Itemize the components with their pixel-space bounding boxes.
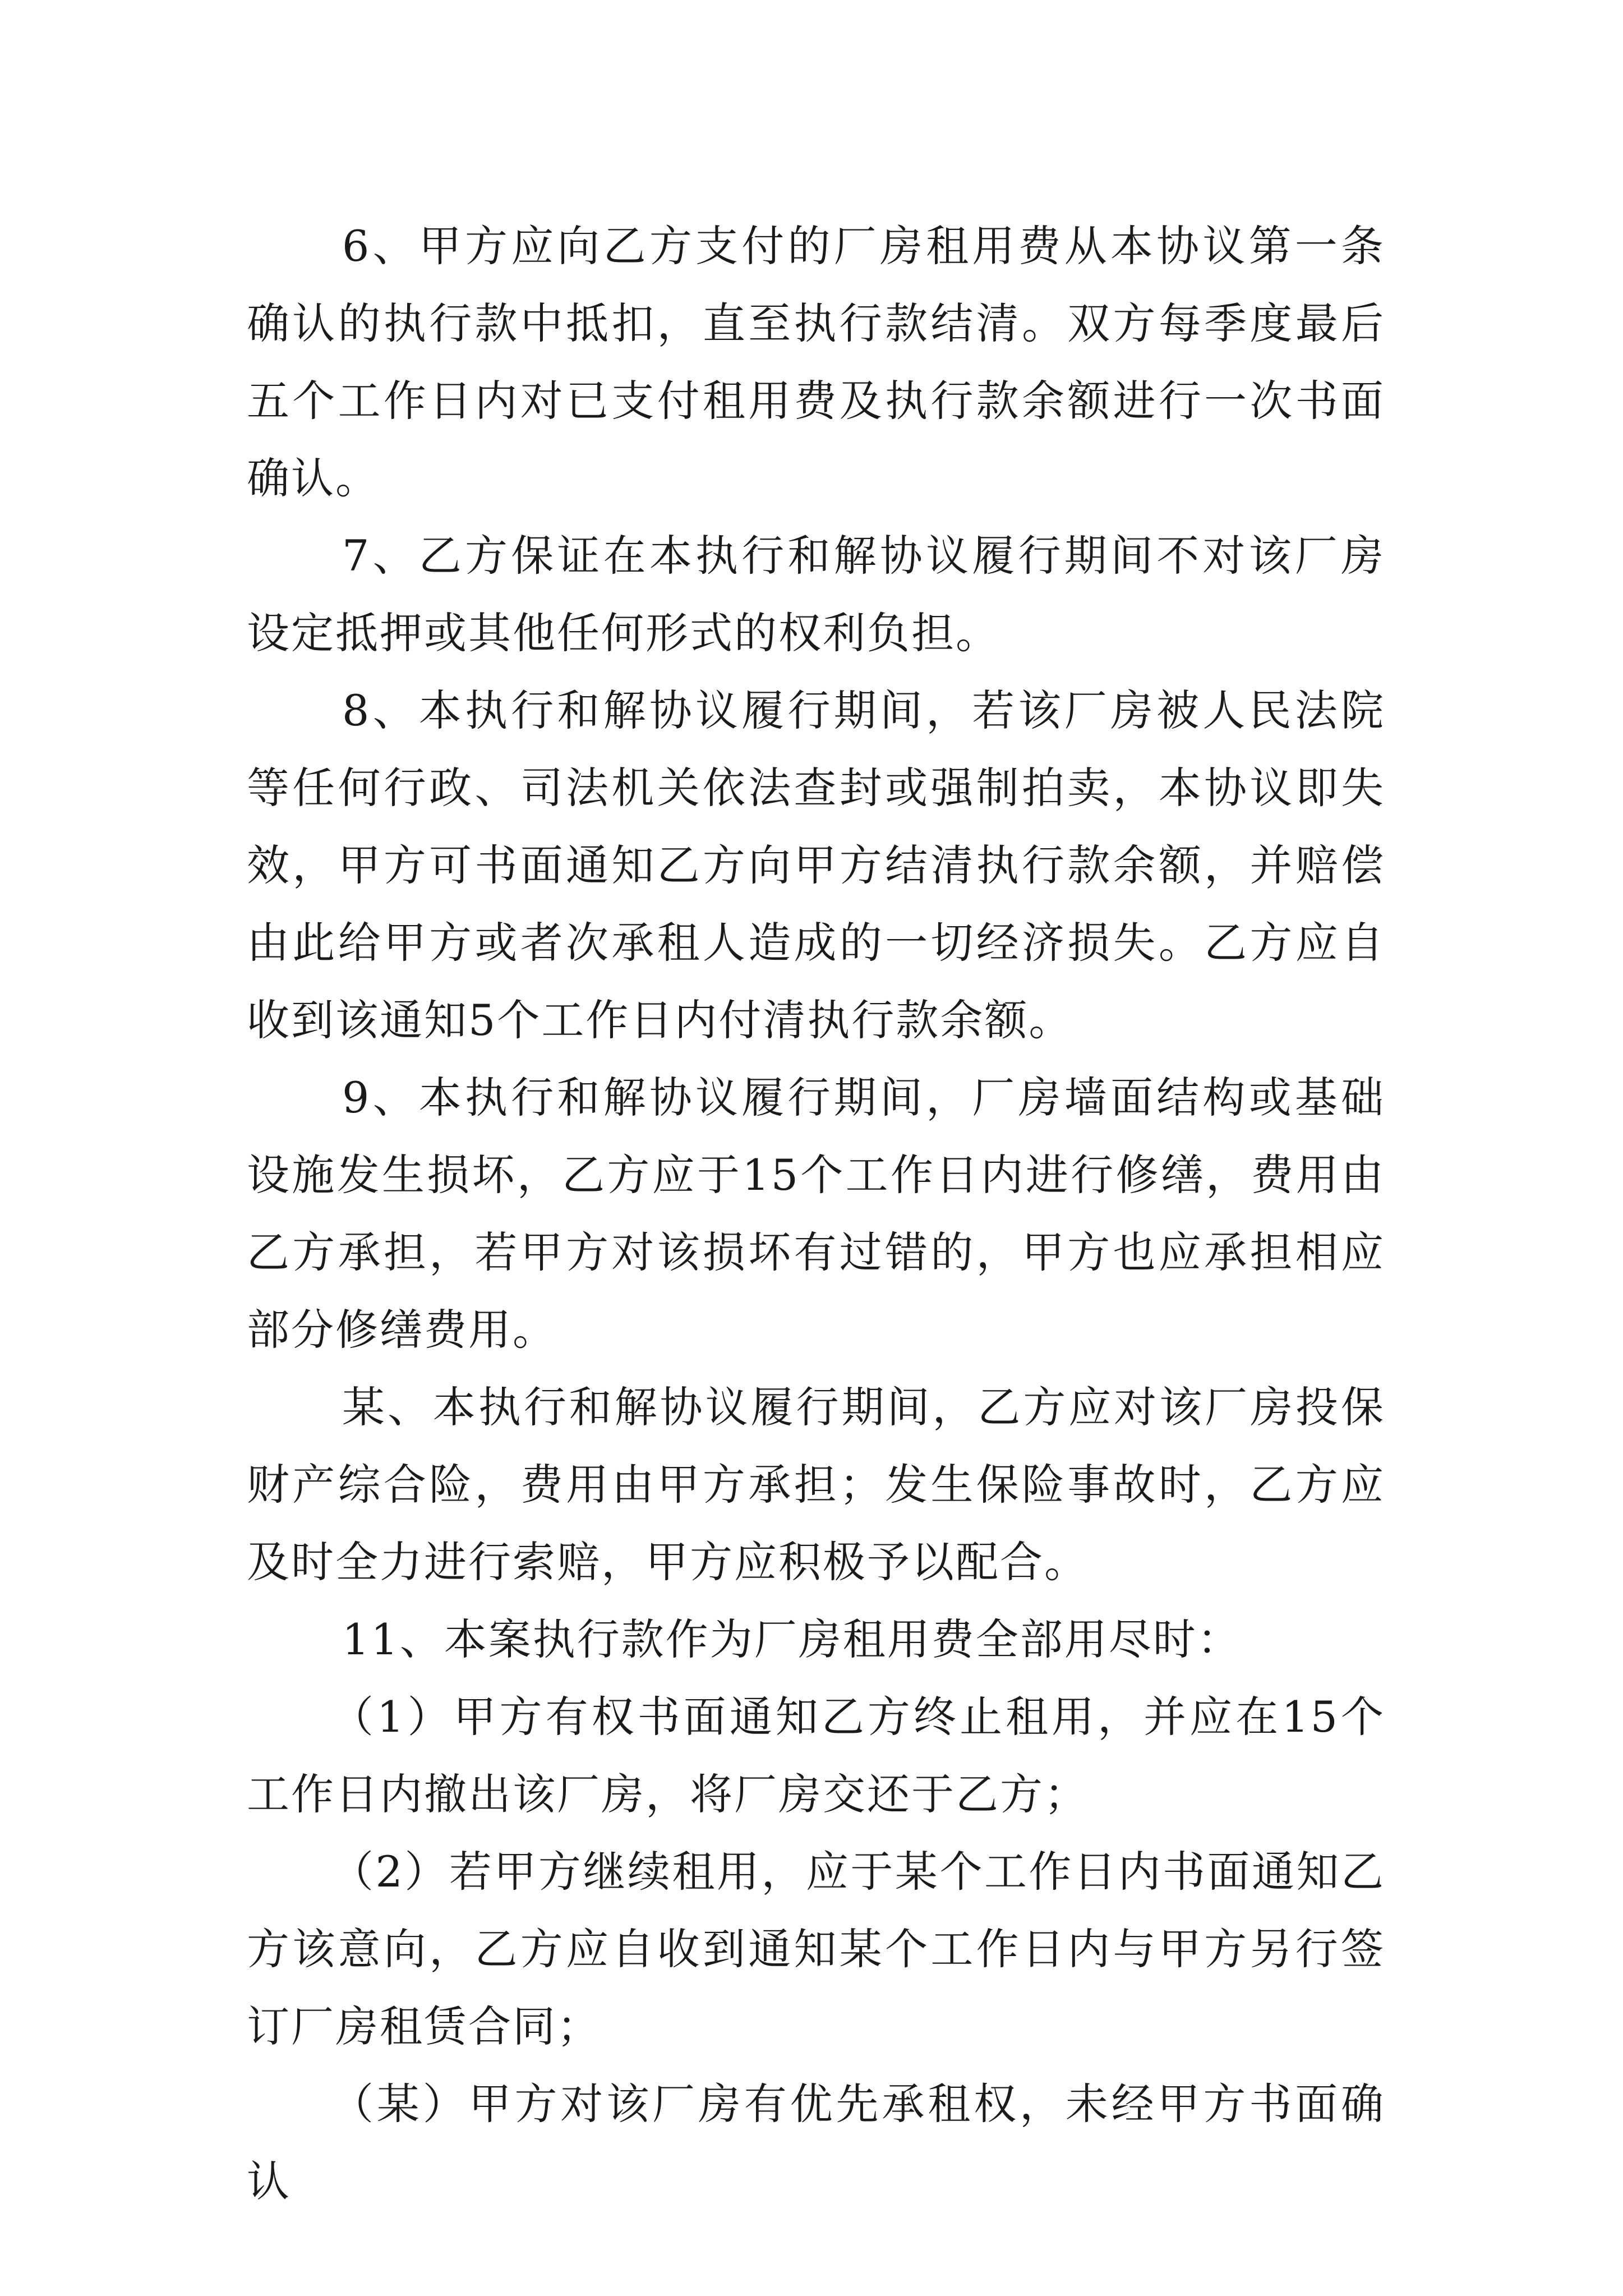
clause-11: 11、本案执行款作为厂房租用费全部用尽时： <box>342 1614 1242 1664</box>
clause-10: 某、本执行和解协议履行期间，乙方应对该厂房投保财产综合险，费用由甲方承担；发生保险事故时，乙方应及时全力进行索赔，甲方应积极予以配合。 <box>247 1382 1385 1587</box>
clause-11-item-1: （1）甲方有权书面通知乙方终止租用，并应在15个工作日内撤出该厂房，将厂房交还于乙方； <box>247 1692 1385 1819</box>
clause-6: 6、甲方应向乙方支付的厂房租用费从本协议第一条确认的执行款中抵扣，直至执行款结清。双方每季度最后五个工作日内对已支付租用费及执行款余额进行一次书面确认。 <box>247 221 1385 503</box>
clause-9: 9、本执行和解协议履行期间，厂房墙面结构或基础设施发生损坏，乙方应于15个工作日内进行修缮，费用由乙方承担，若甲方对该损坏有过错的，甲方也应承担相应部分修缮费用。 <box>247 1073 1385 1355</box>
clause-11-item-3: （某）甲方对该厂房有优先承租权，未经甲方书面确认 <box>247 2079 1385 2206</box>
clause-11-item-2: （2）若甲方继续租用，应于某个工作日内书面通知乙方该意向，乙方应自收到通知某个工作日内与甲方另行签订厂房租赁合同； <box>247 1847 1385 2051</box>
clause-8: 8、本执行和解协议履行期间，若该厂房被人民法院等任何行政、司法机关依法查封或强制拍卖，本协议即失效，甲方可书面通知乙方向甲方结清执行款余额，并赔偿由此给甲方或者次承租人造成的一切经济损失。乙方应自收到该通知5个工作日内付清执行款余额。 <box>247 685 1385 1045</box>
document-body <box>247 208 1385 2220</box>
clause-7: 7、乙方保证在本执行和解协议履行期间不对该厂房设定抵押或其他任何形式的权利负担。 <box>247 531 1385 658</box>
